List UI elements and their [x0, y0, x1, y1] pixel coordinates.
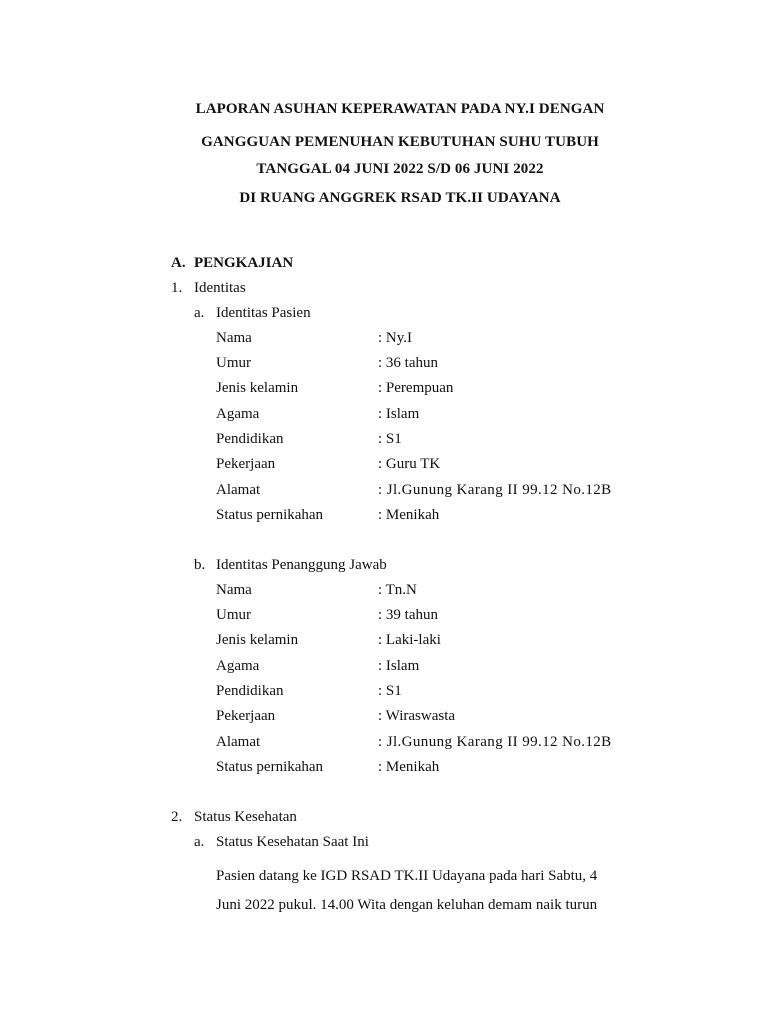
guardian-row-label: Pekerjaan — [216, 708, 276, 724]
patient-row-label: Pekerjaan — [216, 456, 276, 472]
patient-row-label: Pendidikan — [216, 431, 284, 447]
patient-identity-heading: Identitas Pasien — [216, 305, 311, 321]
current-health-paragraph-line-2: Juni 2022 pukul. 14.00 Wita dengan keluhan demam naik turun — [216, 897, 598, 913]
guardian-row-value: : Tn.N — [378, 582, 417, 598]
guardian-row-value: : S1 — [378, 683, 402, 699]
patient-row-label: Umur — [216, 355, 251, 371]
patient-row-value: : Menikah — [378, 507, 440, 523]
patient-row-label: Jenis kelamin — [216, 380, 299, 396]
report-title-line-2: GANGGUAN PEMENUHAN KEBUTUHAN SUHU TUBUH — [201, 134, 599, 150]
item-2-heading: Status Kesehatan — [194, 809, 297, 825]
guardian-row-label: Status pernikahan — [216, 759, 324, 775]
item-1-marker: 1. — [171, 280, 183, 296]
patient-row-label: Agama — [216, 406, 260, 422]
patient-identity-marker: a. — [194, 305, 205, 321]
item-2-marker: 2. — [171, 809, 183, 825]
item-1-heading: Identitas — [194, 280, 246, 296]
section-a-heading: PENGKAJIAN — [194, 255, 294, 271]
patient-row-value: : Islam — [378, 406, 420, 422]
report-title-line-3: TANGGAL 04 JUNI 2022 S/D 06 JUNI 2022 — [256, 161, 544, 177]
guardian-row-value: : Jl.Gunung Karang II 99.12 No.12B — [378, 734, 612, 750]
current-health-heading: Status Kesehatan Saat Ini — [216, 834, 369, 850]
patient-row-value: : Guru TK — [378, 456, 441, 472]
guardian-row-label: Alamat — [216, 734, 261, 750]
patient-row-value: : Ny.I — [378, 330, 413, 346]
guardian-row-value: : Menikah — [378, 759, 440, 775]
guardian-row-value: : Islam — [378, 658, 420, 674]
current-health-marker: a. — [194, 834, 205, 850]
guardian-row-value: : Wiraswasta — [378, 708, 456, 724]
current-health-paragraph-line-1: Pasien datang ke IGD RSAD TK.II Udayana pada hari Sabtu, 4 — [216, 868, 598, 884]
guardian-row-label: Nama — [216, 582, 252, 598]
patient-row-value: : S1 — [378, 431, 402, 447]
patient-row-value: : Jl.Gunung Karang II 99.12 No.12B — [378, 482, 612, 498]
patient-row-label: Alamat — [216, 482, 261, 498]
report-title-line-1: LAPORAN ASUHAN KEPERAWATAN PADA NY.I DENGAN — [195, 101, 605, 117]
guardian-row-label: Jenis kelamin — [216, 632, 299, 648]
guardian-row-label: Pendidikan — [216, 683, 284, 699]
guardian-identity-heading: Identitas Penanggung Jawab — [216, 557, 387, 573]
guardian-identity-marker: b. — [194, 557, 206, 573]
guardian-row-label: Agama — [216, 658, 260, 674]
report-title-line-4: DI RUANG ANGGREK RSAD TK.II UDAYANA — [239, 190, 561, 206]
guardian-row-label: Umur — [216, 607, 251, 623]
section-a-marker: A. — [171, 255, 186, 271]
patient-row-label: Nama — [216, 330, 252, 346]
guardian-row-value: : 39 tahun — [378, 607, 438, 623]
patient-row-label: Status pernikahan — [216, 507, 324, 523]
patient-row-value: : 36 tahun — [378, 355, 438, 371]
patient-row-value: : Perempuan — [378, 380, 454, 396]
guardian-row-value: : Laki-laki — [378, 632, 441, 648]
